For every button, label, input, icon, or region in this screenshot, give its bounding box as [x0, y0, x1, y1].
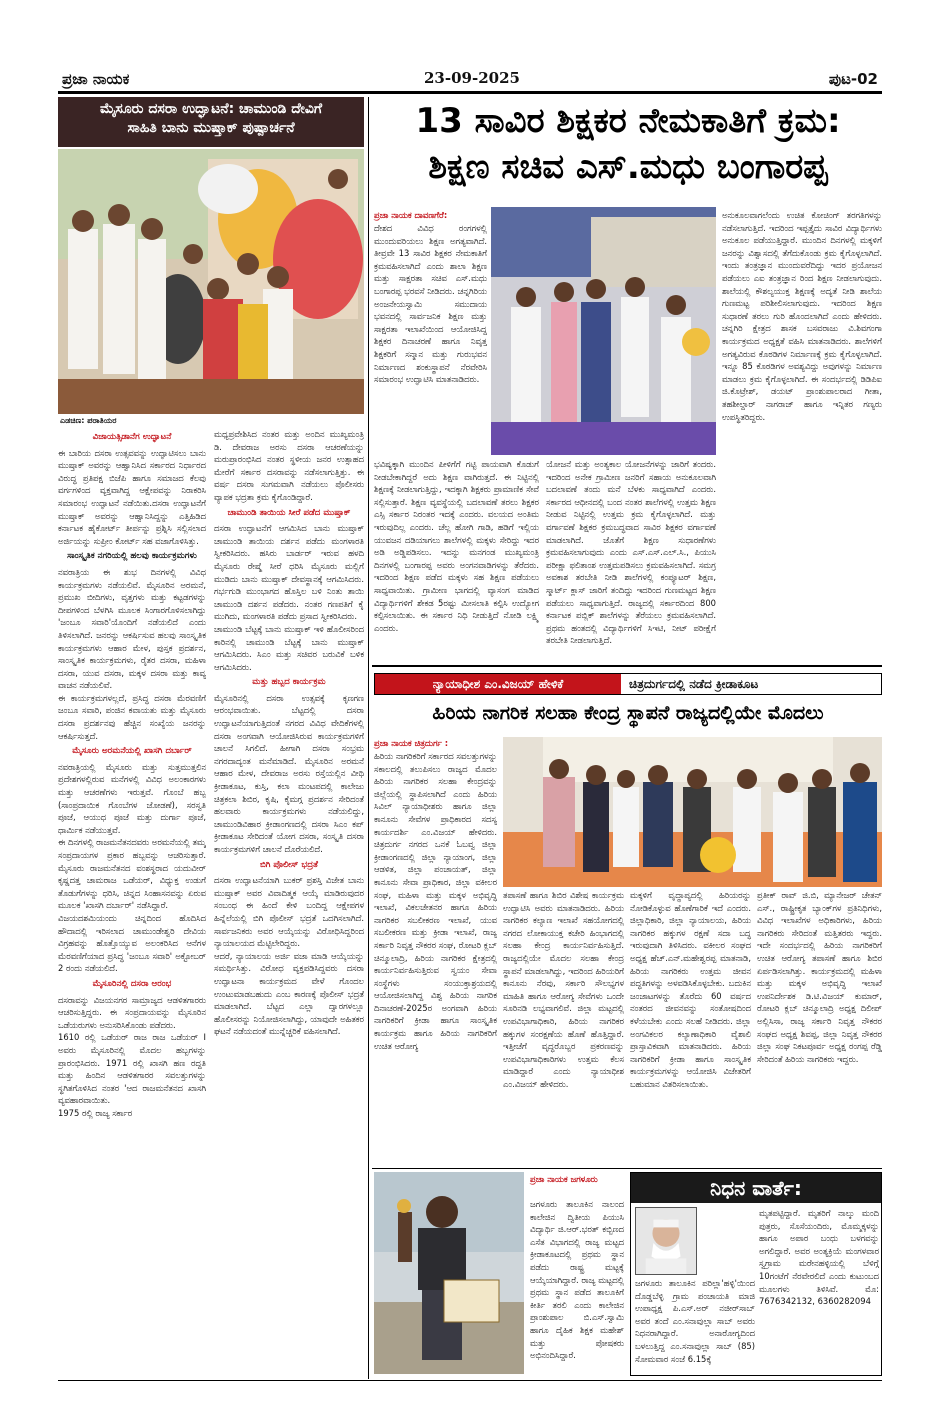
story1-para1: ಈ ಬಾರಿಯ ದಸರಾ ಉತ್ಸವವನ್ನು ಉದ್ಘಾಟಿಸಲು ಬಾನು ಮುಷ್ತಾಕ್ ಅವರನ್ನು ಆಹ್ವಾನಿಸಿದ ಸರ್ಕಾರದ ನಿರ್ಧಾರದ ವಿರುದ್ಧ ಪ್ರತಿಪಕ್ಷ ಬಿಜೆಪಿ ಹಾಗೂ ಸಮಾಜದ ಕೆಲವು ವರ್ಗಗಳಿಂದ ವ್ಯಕ್ತವಾಗಿದ್ದ ಆಕ್ಷೇಪವನ್ನು ನಿರಾಕರಿಸಿ ಸಮಾರಂಭ ಉದ್ಘಾಟನೆ ನಡೆಯಿತು.ದಸರಾ ಉದ್ಘಾಟನೆಗೆ ಮುಷ್ತಾಕ್ ಅವರನ್ನು ಆಹ್ವಾನಿಸಿದ್ದನ್ನು ಎತ್ತಿಹಿಡಿದ ಕರ್ನಾಟಕ ಹೈಕೋರ್ಟ್ ತೀರ್ಪನ್ನು ಪ್ರಶ್ನಿಸಿ ಸಲ್ಲಿಸಲಾದ ಅರ್ಜಿಯನ್ನು ಸುಪ್ರೀಂ ಕೋರ್ಟ್ ಸಹ ವಜಾಗೊಳಿಸಿತ್ತು.	[58, 447, 206, 546]
obituary-box	[630, 1172, 882, 1376]
obituary-col2: ಮೃತಪಟ್ಟಿದ್ದಾರೆ. ಮೃತರಿಗೆ ನಾಲ್ಕು ಮಂದಿ ಪುತ್ರರು, ಸೊಸೆಯಂದಿರು, ಮೊಮ್ಮಕ್ಕಳನ್ನು ಹಾಗೂ ಅಪಾರ ಬಂಧು ಬಳಗವನ್ನು ಅಗಲಿದ್ದಾರೆ. ಅವರ ಅಂತ್ಯಕ್ರಿಯೆ ಮಂಗಳವಾರ ಸ್ವಗ್ರಾಮ ಮರೇನಹಳ್ಳಿಯಲ್ಲಿ ಬೆಳಿಗ್ಗೆ 10ಗಂಟೆಗೆ ನೆರವೇರಲಿದೆ ಎಂದು ಕುಟುಂಬದ ಮೂಲಗಳು ತಿಳಿಸಿವೆ. ಮೊ: 7676342132, 6360282094	[759, 1208, 879, 1307]
masthead-rule	[58, 91, 882, 94]
story1-sub1: ವಿಜಾಯತ್ಸಿಡಾನೆಗ ಉದ್ಘಾಟನೆ	[92, 432, 172, 442]
story2-col3: ಅನುಕೂಲವಾಗಲೆಂದು ಉಚಿತ ಕೋಚಿಂಗ್ ತರಗತಿಗಳನ್ನು ನಡೆಸಲಾಗುತ್ತಿದೆ. ಇದರಿಂದ ಇಪ್ಪತ್ತೈದು ಸಾವಿರ ವಿದ್ಯಾರ್ಥಿಗಳು ಅನುಕೂಲ ಪಡೆಯುತ್ತಿದ್ದಾರೆ. ಮುಂದಿನ ದಿನಗಳಲ್ಲಿ ಮಕ್ಕಳಿಗೆ ಜನರನ್ನು ವಿಶ್ವಾಸದಲ್ಲಿ ತೆಗೆದುಕೊಂಡು ಕ್ರಮ ಕೈಗೊಳ್ಳಲಾಗಿದೆ. ಇಂದು ತಂತ್ರಜ್ಞಾನ ಮುಂದುವರೆದಿದ್ದು ಇದರ ಪ್ರಯೋಜನ ಪಡೆಯಲು ಎಐ ತಂತ್ರಜ್ಞಾನ ರಿಂದ ಶಿಕ್ಷಣ ನೀಡಲಾಗುವುದು. ಶಾಲೆಯಲ್ಲಿ ಕೌಶಲ್ಯಯುಕ್ತ ಶಿಕ್ಷಣಕ್ಕೆ ಅದ್ಯತೆ ನೀಡಿ ಶಾಲೆಯ ಗುಣಮಟ್ಟ ಪರಿಶೀಲಿಸಲಾಗುವುದು. ಇದರಿಂದ ಶಿಕ್ಷಣ ಸುಧಾರಣೆ ತರಲು ಗುರಿ ಹೊಂದಲಾಗಿದೆ ಎಂದು ಹೇಳಿದರು. ಚನ್ನಗಿರಿ ಕ್ಷೇತ್ರದ ಶಾಸಕ ಬಸವರಾಜು ವಿ.ಶಿವಗಂಗಾ ಕಾರ್ಯಕ್ರಮದ ಅಧ್ಯಕ್ಷತೆ ವಹಿಸಿ ಮಾತನಾಡಿದರು. ಶಾಲೆಗಳಿಗೆ ಅಗತ್ಯವಿರುವ ಕೊಠಡಿಗಳ ನಿರ್ಮಾಣಕ್ಕೆ ಕ್ರಮ ಕೈಗೊಳ್ಳಲಾಗಿದೆ. ಇನ್ನೂ 85 ಕೊಠಡಿಗಳ ಅವಶ್ಯವಿದ್ದು ಅವುಗಳನ್ನು ನಿರ್ಮಾಣ ಮಾಡಲು ಕ್ರಮ ಕೈಗೊಳ್ಳಲಾಗಿದೆ. ಈ ಸಂದರ್ಭದಲ್ಲಿ ಡಿಡಿಪಿಐ ಜಿ.ಕೊಟ್ರೇಶ್, ಡಯಟ್ ಪ್ರಾಂಶುಪಾಲರಾದ ಗೀತಾ, ತಹಶೀಲ್ದಾರ್ ನಾಗರಾಜ್ ಹಾಗೂ ಇನ್ನಿತರ ಗಣ್ಯರು ಉಪಸ್ಥಿತರಿದ್ದರು.	[722, 210, 882, 422]
story3-bottom-rule	[372, 1168, 882, 1169]
story1-col2-para4: ಮೈಸೂರಿನಲ್ಲಿ ದಸರಾ ಉತ್ಸವಕ್ಕೆ ಕೃಣಗಣ ಆರಂಭವಾಯಿತು. ಬೆಟ್ಟದಲ್ಲಿ ದಸರಾ ಉದ್ಘಾಟನೆಯಾಗುತ್ತಿದಂತೆ ನಗರದ ವಿವಿಧ ವೇದಿಕೆಗಳಲ್ಲಿ ದಸರಾ ಅಂಗವಾಗಿ ಆಯೋಜಿಸಿರುವ ಕಾರ್ಯಕ್ರಮಗಳಿಗೆ ಚಾಲನೆ ಸಿಗಲಿದೆ. ಹೀಗಾಗಿ ದಸರಾ ಸಂಭ್ರಮ ನಗರದಾದ್ಯಂತ ಮನೆಮಾಡಿದೆ. ಮೈಸೂರಿನ ಅರಮನೆ ಆಹಾರ ಮೇಳ, ದೇವರಾಜ ಅರಸು ರಸ್ತೆಯಲ್ಲಿನ ವೀಥಿ ಕ್ರೀಡಾಕೂಟ, ಕುಸ್ತಿ, ಕಲಾ ಮಂಟಪದಲ್ಲಿ ಕಾಲೇಜು ಚಿತ್ರಕಲಾ ಶಿಬಿರ, ಕೃಷಿ, ಕೈಮಗ್ಗ ಪ್ರದರ್ಶನ ಸೇರಿದಂತೆ ಹಲವಾರು ಕಾರ್ಯಕ್ರಮಗಳು ನಡೆಯಲಿದ್ದು, ಚಾಮುಂಡಿವಿಹಾರ ಕ್ರೀಡಾಂಗಣದಲ್ಲಿ ದಸರಾ ಸಿಎಂ ಕಪ್ ಕ್ರೀಡಾಕೂಟ ಸೇರಿದಂತೆ ಯೋಗ ದಸರಾ, ಸಂಸ್ಕೃತಿ ದಸರಾ ಕಾರ್ಯಕ್ರಮಗಳಿಗೆ ಚಾಲನೆ ದೊರೆಯಲಿದೆ.	[214, 692, 364, 854]
page-bottom-rule	[58, 1380, 882, 1381]
story1-para2: ಸಾಂಸ್ಕೃತಿಕ ನಗರಿಯಲ್ಲಿ ಹಲವು ಕಾರ್ಯಕ್ರಮಗಳು	[67, 551, 197, 562]
story2-photo	[491, 207, 716, 455]
story1-col2-sub3: ಬಿಗಿ ಪೊಲೀಸ್ ಭದ್ರತೆ	[259, 859, 319, 870]
story1-col2-para1: ಮಧ್ಯಪ್ರವೇಶಿಸಿದ ನಂತರ ಮತ್ತು ಅಂದಿನ ಮುಖ್ಯಮಂತ್ರಿ ಡಿ. ದೇವರಾಜ ಅರಸು ದಸರಾ ಆಚರಣೆಯನ್ನು ಮರುಪ್ರಾರಂಭಿಸಿದ ನಂತರ ಸ್ಥಳೀಯ ಜನರ ಉತ್ಸಾಹದ ಮೇರೆಗೆ ಸರ್ಕಾರ ದಸರಾವನ್ನು ನಡೆಸಲಾಗುತ್ತಿತ್ತು. ಈ ವರ್ಷ ದಸರಾ ಸುಗಮವಾಗಿ ನಡೆಯಲು ಪೊಲೀಸರು ವ್ಯಾಪಕ ಭದ್ರತಾ ಕ್ರಮ ಕೈಗೊಂಡಿದ್ದಾರೆ.	[214, 429, 364, 502]
story3-photo	[503, 737, 882, 887]
story2-bottom-rule	[372, 665, 882, 667]
story1-sub3: ಮೈಸೂರಿನಲ್ಲಿ ದಸರಾ ಆರಂಭ	[92, 978, 172, 989]
story4-dateline: ಪ್ರಜಾ ನಾಯಕ ಜಗಳೂರು	[530, 1174, 598, 1184]
story1-headline-line2: ಸಾಹಿತಿ ಬಾನು ಮುಷ್ತಾಕ್ ಪುಷ್ಪಾರ್ಚನೆ	[127, 120, 295, 136]
obituary-col1: ಜಗಳೂರು ತಾಲೂಕಿನ ಪರಿಲ್ಲಾ'ಹಳ್ಳಿ'ಯಿಂದ ದೊಡ್ಡಬೆಳ್ಳಿ ಗ್ರಾಮ ಪಂಚಾಯತಿ ಮಾಜಿ ಉಪಾಧ್ಯಕ್ಷ ಪಿ.ಎಸ್.ಅರ್ ನಜೀರ್‌ಸಾಬ್ ಅವರ ತಂದೆ ಎಂ.ಸನಾವುಲ್ಲಾ ಸಾಬ್ ಅವರು ನಿಧನರಾಗಿದ್ದಾರೆ. ಅನಾರೋಗ್ಯದಿಂದ ಬಳಲುತ್ತಿದ್ದ ಎಂ.ಸನಾವುಲ್ಲಾ ಸಾಬ್ (85) ಸೋಮವಾರ ಸಂಜೆ 6.15ಕ್ಕೆ	[635, 1278, 755, 1364]
story1-photo	[58, 149, 364, 414]
story3-col4: ಪ್ರತೀಕ್ ರಾವ್ ಜಿ.ಬಿ, ಮ್ಯಾನೇಜರ್ ಚೇತನ್ ಎಸ್., ರಾಷ್ಟ್ರೀಕೃತ ಬ್ಯಾಂಕ್‌ಗಳ ಪ್ರತಿನಿಧಿಗಳು, ವಿವಿಧ ಇಲಾಖೆಗಳ ಅಧಿಕಾರಿಗಳು, ಹಿರಿಯ ನಾಗರಿಕರು ಸೇರಿದಂತೆ ಮತ್ತಿತರರು ಇದ್ದರು. ಇದೇ ಸಂದರ್ಭದಲ್ಲಿ ಹಿರಿಯ ನಾಗರಿಕರಿಗೆ ಉಚಿತ ಆರೋಗ್ಯ ತಪಾಸಣೆ ಹಾಗೂ ಶಿಬಿರ ಏರ್ಪಡಿಸಲಾಗಿತ್ತು. ಕಾರ್ಯಕ್ರಮದಲ್ಲಿ ಮಹಿಳಾ ಮತ್ತು ಮಕ್ಕಳ ಅಭಿವೃದ್ಧಿ ಇಲಾಖೆ ಉಪನಿರ್ದೇಶಕ ಡಿ.ಟಿ.ವಿಜಯ್ ಕುಮಾರ್, ರೋಟರಿ ಕ್ಲಬ್ ಚಿನ್ಮೂಲಾದ್ರಿ ಅಧ್ಯಕ್ಷ ದಿಲೀಪ್ ಅಲ್ಲಿಸಿಸಾ, ರಾಜ್ಯ ಸರ್ಕಾರಿ ನಿವೃತ್ತ ನೌಕರರ ಸಂಘದ ಅಧ್ಯಕ್ಷ ಶಿವಪ್ಪ, ಜಿಲ್ಲಾ ನಿವೃತ್ತ ನೌಕರರ ಜಿಲ್ಲಾ ಸಂಘ ನಿಕಟಪೂರ್ವ ಅಧ್ಯಕ್ಷ ರಂಗಪ್ಪ ರೆಡ್ಡಿ ಸೇರಿದಂತೆ ಹಿರಿಯ ನಾಗರಿಕರು ಇದ್ದರು.	[757, 890, 882, 1064]
left-column-rule	[368, 97, 369, 1379]
story1-sub2: ಮೈಸೂರು ಅರಮನೆಯಲ್ಲಿ ಖಾಸಗಿ ದರ್ಬಾರ್	[72, 746, 192, 757]
issue-date: 23-09-2025	[424, 69, 520, 87]
story1-para4: ಈ ಕಾರ್ಯಕ್ರಮಗಳಲ್ಲದೆ, ಪ್ರಸಿದ್ಧ ದಸರಾ ಮೆರವಣಿಗೆ ಜಂಬೂ ಸವಾರಿ, ಪಂಜಿನ ಕವಾಯತು ಮತ್ತು ಮೈಸೂರು ದಸರಾ ಪ್ರದರ್ಶನವು ಹೆಚ್ಚಿನ ಸಂಖ್ಯೆಯ ಜನರನ್ನು ಆಕರ್ಷಿಸುತ್ತದೆ.	[58, 692, 206, 741]
story1-para5: ನವರಾತ್ರಿಯಲ್ಲಿ ಮೈಸೂರು ಮತ್ತು ಸುತ್ತಮುತ್ತಲಿನ ಪ್ರದೇಶಗಳಲ್ಲಿರುವ ಮನೆಗಳಲ್ಲಿ ವಿವಿಧ ಅಲಂಕಾರಗಳು ಮತ್ತು ಆಚರಣೆಗಳು ಇರುತ್ತವೆ. ಗೊಂಬೆ ಹಬ್ಬ (ಸಾಂಪ್ರದಾಯಿಕ ಗೊಂಬೆಗಳ ಜೋಡಣೆ), ಸರಸ್ವತಿ ಪೂಜೆ, ಆಯುಧ ಪೂಜೆ ಮತ್ತು ದುರ್ಗಾ ಪೂಜೆ, ಧಾರ್ಮಿಕ ನಡೆಯುತ್ತವೆ.	[58, 761, 206, 835]
story1-col2-para5: ದಸರಾ ಉದ್ಘಾಟನೆಯಾಗಿ ಬುಕರ್ ಪ್ರಶಸ್ತಿ ವಿಜೇತ ಬಾನು ಮುಷ್ತಾಕ್ ಅವರ ವಿವಾದಿತ್ಮಕ ಆಯ್ಕೆ ಮಾಡಿರುವುದರ ಸಂಬಂಧ ಈ ಹಿಂದೆ ಕೇಳಿ ಬಂದಿದ್ದ ಆಕ್ಷೇಪಗಳ ಹಿನ್ನೆಲೆಯಲ್ಲಿ ಬಿಗಿ ಪೊಲೀಸ್ ಭದ್ರತೆ ಒದಗಿಸಲಾಗಿದೆ. ಸಾರ್ವಜನಿಕರು ಅವರ ಆಯ್ಕೆಯನ್ನು ವಿರೋಧಿಸಿದ್ದರಿಂದ ನ್ಯಾಯಾಲಯದ ಮೆಟ್ಟಿಲೇರಿದ್ದರು.	[214, 875, 364, 949]
page-number: ಪುಟ-02	[828, 70, 878, 88]
masthead	[58, 66, 882, 90]
story2-col2: ಯೋಜನೆ ಮತ್ತು ಅಂತ್ಯಕಾಲ ಯೋಜನೆಗಳನ್ನು ಜಾರಿಗೆ ತಂದರು. ಇದರಿಂದ ಅನೇಕ ಗ್ರಾಮೀಣ ಜನರಿಗೆ ಸಹಾಯ ಅನುಕೂಲವಾಗಿ ಬದಲಾವಣೆ ತಂದು ಮನೆ ಬೆಳಕು ಸಾಧ್ಯವಾಗಿದೆ ಎಂದರು. ಸರ್ಕಾರದ ಆಧೀನದಲ್ಲಿ ಬಂದ ನಂತರ ಶಾಲೆಗಳಲ್ಲಿ ಉತ್ತಮ ಶಿಕ್ಷಣ ನೀಡುವ ನಿಟ್ಟಿನಲ್ಲಿ ಉತ್ತಮ ಕ್ರಮ ಕೈಗೊಳ್ಳಲಾಗಿದೆ. ಮತ್ತು ವರ್ಗಾವಣೆ ಶಿಕ್ಷಕರ ಕ್ರಮಬದ್ಧವಾದ ಸಾವಿರ ಶಿಕ್ಷಕರ ವರ್ಗಾವಣೆ ಮಾಡಲಾಗಿದೆ. ಜೊತೆಗೆ ಶಿಕ್ಷಣ ಸುಧಾರಣೆಗಳು ಕ್ರಮವಹಿಸಲಾಗುವುದು ಎಂದು ಎಸ್.ಎಸ್.ಎಲ್.ಸಿ., ಪಿಯುಸಿ ಪರೀಕ್ಷಾ ಫಲಿತಾಂಶ ಉತ್ತಮಪಡಿಸಲು ಕ್ರಮವಹಿಸಲಾಗಿದೆ. ಸಮಗ್ರ ಅವಕಾಶ ತರಬೇತಿ ನೀಡಿ ಶಾಲೆಗಳಲ್ಲಿ ಕಂಪ್ಯೂಟರ್ ಶಿಕ್ಷಣ, ಸ್ಮಾರ್ಟ್ ಕ್ಲಾಸ್ ಜಾರಿಗೆ ತಂದಿದ್ದು ಇದರಿಂದ ಗುಣಮಟ್ಟದ ಶಿಕ್ಷಣ ಪಡೆಯಲು ಸಾಧ್ಯವಾಗುತ್ತಿದೆ. ರಾಜ್ಯದಲ್ಲಿ ಸರ್ಕಾರದಿಂದ 800 ಕರ್ನಾಟಕ ಪಬ್ಲಿಕ್ ಶಾಲೆಗಳನ್ನು ತೆರೆಯಲು ಕ್ರಮವಹಿಸಲಾಗಿದೆ. ಪ್ರಥಮ ಹಂತದಲ್ಲಿ ವಿದ್ಯಾರ್ಥಿಗಳಿಗೆ ಸಿಇಟಿ, ನೀಟ್ ಪರೀಕ್ಷೆಗೆ ತರಬೇತಿ ನೀಡಲಾಗುತ್ತಿದೆ.	[546, 459, 716, 646]
story1-headline-box	[58, 97, 364, 147]
story1-col2-para6: ಆದರೆ, ನ್ಯಾಯಾಲಯ ಅರ್ಜಿ ವಜಾ ಮಾಡಿ ಆಯ್ಕೆಯನ್ನು ಸಮರ್ಥಿಸಿತ್ತು. ವಿರೋಧ ವ್ಯಕ್ತಪಡಿಸಿದ್ದವರು ದಸರಾ ಉದ್ಘಾಟನಾ ಕಾರ್ಯಕ್ರಮದ ವೇಳೆ ಗೊಂದಲ ಉಂಟುಮಾಡಬಹುದು ಎಂಬ ಕಾರಣಕ್ಕೆ ಪೊಲೀಸ್ ಭದ್ರತೆ ಮಾಡಲಾಗಿದೆ. ಬೆಟ್ಟದ ಎಲ್ಲಾ ದ್ವಾರಗಳಲ್ಲೂ ಹೊಲೀಸರನ್ನು ನಿಯೋಜಿಸಲಾಗಿದ್ದು, ಯಾವುದೇ ಅಹಿತಕರ ಘಟನೆ ನಡೆಯದಂತೆ ಮುನ್ನೆಚ್ಚರಿಕೆ ವಹಿಸಲಾಗಿದೆ.	[214, 950, 364, 1037]
story4-photo	[374, 1172, 524, 1374]
story1-para3: ನವರಾತ್ರಿಯ ಈ ಶುಭ ದಿನಗಳಲ್ಲಿ ವಿವಿಧ ಕಾರ್ಯಕ್ರಮಗಳು ನಡೆಯಲಿವೆ. ಮೈಸೂರಿನ ಅರಮನೆ, ಪ್ರಮುಖ ಬೀದಿಗಳು, ವೃತ್ತಗಳು ಮತ್ತು ಕಟ್ಟಡಗಳನ್ನು ದೀಪಗಳಿಂದ ಬೆಳಗಿಸಿ ಮೂಲಕ ಸಿಂಗಾರಗೊಳಿಸಲಾಗಿದ್ದು 'ಜಂಬೂ ಸವಾರಿ'ಯೊಂದಿಗೆ ನಡೆಯಲಿದೆ ಎಂದು ತಿಳಿಸಲಾಗಿದೆ. ಜನರನ್ನು ಆಕರ್ಷಿಸುವ ಹಲವು ಸಾಂಸ್ಕೃತಿಕ ಕಾರ್ಯಕ್ರಮಗಳು ಆಹಾರ ಮೇಳ, ಪುಸ್ತಕ ಪ್ರದರ್ಶನ, ಸಾಂಸ್ಕೃತಿಕ ಕಾರ್ಯಕ್ರಮಗಳು, ರೈತರ ದಸರಾ, ಮಹಿಳಾ ದಸರಾ, ಯುವ ದಸರಾ, ಮಕ್ಕಳ ದಸರಾ ಮತ್ತು ಕಾವ್ಯ ವಾಚನ ನಡೆಯಲಿವೆ.	[58, 566, 206, 691]
story1-col1	[58, 428, 206, 1376]
story1-para10: 1975 ರಲ್ಲಿ ರಾಜ್ಯ ಸರ್ಕಾರ	[58, 1107, 133, 1118]
story1-para8: ದಸರಾವನ್ನು ವಿಜಯನಗರ ಸಾಮ್ರಾಜ್ಯದ ಆಡಳಿತಗಾರರು ಆಚರಿಸುತ್ತಿದ್ದರು. ಈ ಸಂಪ್ರದಾಯವನ್ನು ಮೈಸೂರಿನ ಒಡೆಯರುಗಳು ಅನುಸರಿಸಿಕೊಂಡು ಪಡೆದರು.	[58, 994, 206, 1030]
story2-col1-bottom: ಭವಿಷ್ಯಕ್ಕಾಗಿ ಮುಂದಿನ ಪೀಳಿಗೆಗೆ ಗಟ್ಟಿ ಪಾಯವಾಗಿ ಕೊಡುಗೆ ನೀಡಬೇಕಾಗಿದ್ದರೆ ಅದು ಶಿಕ್ಷಣ ವಾಗಿರುತ್ತದೆ. ಈ ನಿಟ್ಟಿನಲ್ಲಿ ಶಿಕ್ಷಣಕ್ಕೆ ನೀಡಲಾಗುತ್ತಿದ್ದು, ಇದಕ್ಕಾಗಿ ಶಿಕ್ಷಕರು ಪ್ರಾಮಾಣಿಕ ಸೇವೆ ಸಲ್ಲಿಸುತ್ತಾರೆ. ಶಿಕ್ಷಣ ವ್ಯವಸ್ಥೆಯಲ್ಲಿ ಬದಲಾವಣೆ ತರಲು ಶಿಕ್ಷಕರ ಎಸ್ಸಿ ಸರ್ಕಾರ ನಿರಂತರ ಇದಕ್ಕೆ ಎಂದರು. ವಲಯದ ಅಂತಿಮ ಇರುವುದಿಲ್ಲ ಎಂದರು. ಚೆಲ್ಲ ಹೋಗಿ ಗಾಡಿ, ಹಡಿಗೆ ಇಲ್ಲಿಯ ಯುವಜನ ದಡಿಯಾಗಲು ಶಾಲೆಗಳಲ್ಲಿ ಮಕ್ಕಳು ಸೇರಿದ್ದು ಇದರ ಅಡಿ ಅಡ್ಡಿಪಡಿಸಲು. ಇದನ್ನು ಮನಗಂಡ ಮುಖ್ಯಮಂತ್ರಿ ದಿನಗಳಲ್ಲಿ ಬಂಗಾರಪ್ಪ ಅವರು ಅಂಗನವಾಡಿಗಳನ್ನು ತೆರೆದರು. ಇದರಿಂದ ಶಿಕ್ಷಣ ಪಡೆದ ಮಕ್ಕಳು ಸಹ ಶಿಕ್ಷಣ ಪಡೆಯಲು ಸಾಧ್ಯವಾಯಿತು. ಗ್ರಾಮೀಣ ಭಾಗದಲ್ಲಿ ವ್ಯಾಸಂಗ ಮಾಡಿದ ವಿದ್ಯಾರ್ಥಿಗಳಿಗೆ ಶೇಕಡ 5ರಷ್ಟು ಮೀಸಲಾತಿ ಕಲ್ಪಿಸಿ ಉದ್ಯೋಗ ಕಲ್ಪಿಸಲಾಯಿತು. ಈ ಸರ್ಕಾರ ನಿಧಿ ನೀಡುತ್ತಿದೆ ನೋಡಿ ಲಕ್ಷ್ಮಿ ಎಂದರು.	[374, 459, 539, 633]
story1-para6: ಈ ದಿನಗಳಲ್ಲಿ ರಾಜಮನೆತನದವರು ಅರಮನೆಯಲ್ಲಿ ತಮ್ಮ ಸಂಪ್ರದಾಯಗಳ ಪ್ರಕಾರ ಹಬ್ಬವನ್ನು ಆಚರಿಸುತ್ತಾರೆ. ಮೈಸೂರು ರಾಜಮನೆತನದ ವಂಶಸ್ಥರಾದ ಯದುವೀರ್ ಕೃಷ್ಣದತ್ತ ಚಾಮರಾಜ ಒಡೆಯರ್, ವಿಧ್ಯುಕ್ತ ಉಡುಗೆ ತೊಡುಗೆಗಳನ್ನು ಧರಿಸಿ, ಚಿನ್ನದ ಸಿಂಹಾಸನವನ್ನು ಏರುವ ಮೂಲಕ 'ಖಾಸಗಿ ದರ್ಬಾರ್' ನಡೆಸಿದ್ದಾರೆ.	[58, 837, 206, 911]
paper-name: ಪ್ರಜಾ ನಾಯಕ	[62, 70, 130, 88]
story2-headline-line1: 13 ಸಾವಿರ ಶಿಕ್ಷಕರ ನೇಮಕಾತಿಗೆ ಕ್ರಮ:	[415, 101, 841, 141]
story3-dateline: ಪ್ರಜಾ ನಾಯಕ ಚಿತ್ರದುರ್ಗ :	[374, 738, 449, 748]
story1-headline-line1: ಮೈಸೂರು ದಸರಾ ಉದ್ಘಾಟನೆ: ಚಾಮುಂಡಿ ದೇವಿಗೆ	[99, 101, 323, 117]
story3-col1: ಹಿರಿಯ ನಾಗರಿಕರಿಗೆ ಸರ್ಕಾರದ ಸವಲತ್ತುಗಳನ್ನು ಸಕಾಲದಲ್ಲಿ ತಲುಪಿಸಲು ರಾಜ್ಯದ ಮೊದಲ ಹಿರಿಯ ನಾಗರಿಕರ ಸಲಹಾ ಕೇಂದ್ರವನ್ನು ಜಿಲ್ಲೆಯಲ್ಲಿ ಸ್ಥಾಪಿಸಲಾಗಿದೆ ಎಂದು ಹಿರಿಯ ಸಿವಿಲ್ ನ್ಯಾಯಾಧೀಶರು ಹಾಗೂ ಜಿಲ್ಲಾ ಕಾನೂನು ಸೇವೆಗಳ ಪ್ರಾಧಿಕಾರದ ಸದಸ್ಯ ಕಾರ್ಯದರ್ಶಿ ಎಂ.ವಿಜಯ್ ಹೇಳಿದರು. ಚಿತ್ರದುರ್ಗ ನಗರದ ಒನಕೆ ಓಬವ್ವ ಜಿಲ್ಲಾ ಕ್ರೀಡಾಂಗಣದಲ್ಲಿ ಜಿಲ್ಲಾ ನ್ಯಾಯಾಂಗ, ಜಿಲ್ಲಾ ಆಡಳಿತ, ಜಿಲ್ಲಾ ಪಂಚಾಯತ್, ಜಿಲ್ಲಾ ಕಾನೂನು ಸೇವಾ ಪ್ರಾಧಿಕಾರ, ಜಿಲ್ಲಾ ವಕೀಲರ ಸಂಘ, ಮಹಿಳಾ ಮತ್ತು ಮಕ್ಕಳ ಅಭಿವೃದ್ಧಿ ಇಲಾಖೆ, ವಿಕಲಚೇತನರ ಹಾಗೂ ಹಿರಿಯ ನಾಗರಿಕರ ಸಬಲೀಕರಣ ಇಲಾಖೆ, ಯುವ ಸಬಲೀಕರಣ ಮತ್ತು ಕ್ರೀಡಾ ಇಲಾಖೆ, ರಾಜ್ಯ ಸರ್ಕಾರಿ ನಿವೃತ್ತ ನೌಕರರ ಸಂಘ, ರೋಟರಿ ಕ್ಲಬ್ ಚಿನ್ಮೂಲಾದ್ರಿ, ಹಿರಿಯ ನಾಗರಿಕರ ಕ್ಷೇತ್ರದಲ್ಲಿ ಕಾರ್ಯನಿರ್ವಹಿಸುತ್ತಿರುವ ಸ್ವಯಂ ಸೇವಾ ಸಂಸ್ಥೆಗಳು ಸಂಯುಕ್ತಾಶ್ರಯದಲ್ಲಿ ಆಯೋಜಿಸಲಾಗಿದ್ದ ವಿಶ್ವ ಹಿರಿಯ ನಾಗರಿಕ ದಿನಾಚರಣೆ-2025ರ ಅಂಗವಾಗಿ ಹಿರಿಯ ನಾಗರಿಕರಿಗೆ ಕ್ರೀಡಾ ಹಾಗೂ ಸಾಂಸ್ಕೃತಿಕ ಕಾರ್ಯಕ್ರಮ ಹಾಗೂ ಹಿರಿಯ ನಾಗರಿಕರಿಗೆ ಉಚಿತ ಆರೋಗ್ಯ	[374, 751, 497, 1051]
story1-para7: ವಿಜಯದಶಮಿಯಂದು ಚಿನ್ನದಿಂದ ಹೊದಿಸಿದ ಹೌದಾದಲ್ಲಿ ಇರಿಸಲಾದ ಚಾಮುಂಡೇಶ್ವರಿ ದೇವಿಯ ವಿಗ್ರಹವನ್ನು ಹೊತ್ತೊಯ್ಯುವ ಅಲಂಕರಿಸಿದ ಆನೆಗಳ ಮೆರವಣಿಗೆಯಾದ ಪ್ರಸಿದ್ಧ 'ಜಂಬೂ ಸವಾರಿ' ಅಕ್ಟೋಬರ್ 2 ರಂದು ನಡೆಯಲಿದೆ.	[58, 912, 206, 974]
story1-col2-sub2: ಮತ್ತು ಹಬ್ಬದ ಕಾರ್ಯಕ್ರಮ	[252, 677, 326, 688]
story1-photo-credit: ಎಡಚಿಣ: ಪರಾತಿಯರ	[60, 416, 117, 425]
story3-col3: ಮಕ್ಕಳಿಗೆ ವೃದ್ಧಾಪ್ಯದಲ್ಲಿ ಹಿರಿಯರನ್ನು ನೋಡಿಕೊಳ್ಳುವ ಹೊಣೆಗಾರಿಕೆ ಇದೆ ಎಂದರು. ಜಿಲ್ಲಾಧಿಕಾರಿ, ಜಿಲ್ಲಾ ನ್ಯಾಯಾಲಯ, ಹಿರಿಯ ನಾಗರಿಕರ ಹಕ್ಕುಗಳ ರಕ್ಷಣೆ ಸದಾ ಬದ್ಧ ಇರುವುದಾಗಿ ತಿಳಿಸಿದರು. ವಕೀಲರ ಸಂಘದ ಅಧ್ಯಕ್ಷ ಹೆಚ್.ಎನ್.ಮಹೇಶ್ವರಪ್ಪ ಮಾತನಾಡಿ, ಹಿರಿಯ ನಾಗರಿಕರು ಉತ್ತಮ ಜೀವನ ಪದ್ಧತಿಗಳನ್ನು ಅಳವಡಿಸಿಕೊಳ್ಳಬೇಕು. ಬದುಕಿನ ಜಂಜಾಟಗಳನ್ನು ತೊರೆದು 60 ವರ್ಷದ ನಂತರದ ಜೀವನವನ್ನು ಸಂತೋಷದಿಂದ ಕಳೆಯಬೇಕು ಎಂದು ಸಲಹೆ ನೀಡಿದರು. ಜಿಲ್ಲಾ ಅಂಗವಿಕಲರ ಕಲ್ಯಾಣಾಧಿಕಾರಿ ವೈಶಾಲಿ ಪ್ರಾಸ್ತಾವಿಕವಾಗಿ ಮಾತನಾಡಿದರು. ಹಿರಿಯ ನಾಗರಿಕರಿಗೆ ಕ್ರೀಡಾ ಹಾಗೂ ಸಾಂಸ್ಕೃತಿಕ ಕಾರ್ಯಕ್ರಮಗಳನ್ನು ಆಯೋಜಿಸಿ ವಿಜೇತರಿಗೆ ಬಹುಮಾನ ವಿತರಿಸಲಾಯಿತು.	[630, 890, 751, 1089]
story3-kicker	[374, 673, 882, 695]
story2-dateline: ಪ್ರಜಾ ನಾಯಕ ದಾವಣಗೆರೆ:	[374, 210, 448, 220]
story3-col2: ತಪಾಸಣೆ ಹಾಗೂ ಶಿಬಿರ ವಿಶೇಷ ಕಾರ್ಯಕ್ರಮ ಉದ್ಘಾಟಿಸಿ ಅವರು ಮಾತನಾಡಿದರು. ಹಿರಿಯ ನಾಗರಿಕರ ಕಲ್ಯಾಣ ಇಲಾಖೆ ಸಹಯೋಗದಲ್ಲಿ ನಗರದ ಲೋಕಾಯುಕ್ತ ಕಚೇರಿ ಹಿಂಭಾಗದಲ್ಲಿ ಸಲಹಾ ಕೇಂದ್ರ ಕಾರ್ಯನಿರ್ವಹಿಸುತ್ತಿದೆ. ರಾಜ್ಯದಲ್ಲಿಯೇ ಮೊದಲ ಸಲಹಾ ಕೇಂದ್ರ ಸ್ಥಾಪನೆ ಮಾಡಲಾಗಿದ್ದು, ಇದರಿಂದ ಹಿರಿಯರಿಗೆ ಕಾನೂನು ನೆರವು, ಸರ್ಕಾರಿ ಸೌಲಭ್ಯಗಳ ಮಾಹಿತಿ ಹಾಗೂ ಆರೋಗ್ಯ ಸೇವೆಗಳು ಒಂದೇ ಸೂರಿನಡಿ ಲಭ್ಯವಾಗಲಿವೆ. ಜಿಲ್ಲಾ ಮಟ್ಟದಲ್ಲಿ ಉಪವಿಭಾಗಾಧಿಕಾರಿ, ಹಿರಿಯ ನಾಗರಿಕರ ಹಕ್ಕುಗಳ ಸಂರಕ್ಷಣೆಯ ಹೊಣೆ ಹೊತ್ತಿದ್ದಾರೆ. ಇತ್ತೀಚೆಗೆ ವೃದ್ಧರೊಬ್ಬರ ಪ್ರಕರಣವನ್ನು ಉಪವಿಭಾಗಾಧಿಕಾರಿಗಳು ಉತ್ತಮ ಕೆಲಸ ಮಾಡಿದ್ದಾರೆ ಎಂದು ನ್ಯಾಯಾಧೀಶ ಎಂ.ವಿಜಯ್ ಹೇಳಿದರು.	[503, 890, 624, 1089]
story4-text: ಜಗಳೂರು ತಾಲೂಕಿನ ನಾಲಂದ ಕಾಲೇಜಿನ ದ್ವಿತೀಯ ಪಿಯುಸಿ ವಿದ್ಯಾರ್ಥಿ ಜಿ.ಆರ್.ಭರತ್ ಕಬ್ಬಿಣದ ಎಸೆತ ವಿಭಾಗದಲ್ಲಿ ರಾಜ್ಯ ಮಟ್ಟದ ಕ್ರೀಡಾಕೂಟದಲ್ಲಿ ಪ್ರಥಮ ಸ್ಥಾನ ಪಡೆದು ರಾಷ್ಟ್ರ ಮಟ್ಟಕ್ಕೆ ಆಯ್ಕೆಯಾಗಿದ್ದಾರೆ. ರಾಜ್ಯ ಮಟ್ಟದಲ್ಲಿ ಪ್ರಥಮ ಸ್ಥಾನ ಪಡೆದ ತಾಲೂಕಿಗೆ ಕೀರ್ತಿ ತರಲಿ ಎಂದು ಕಾಲೇಜಿನ ಪ್ರಾಂಶುಪಾಲ ಬಿ.ಎಸ್.ಸ್ವಾಮಿ ಹಾಗೂ ದೈಹಿಕ ಶಿಕ್ಷಕ ಮಹೇಶ್ ಮತ್ತು ಪೋಷಕರು ಅಭಿನಂದಿಸಿದ್ದಾರೆ.	[530, 1199, 624, 1361]
story2-headline	[374, 98, 882, 190]
story3-kicker-right: ಚಿತ್ರದುರ್ಗದಲ್ಲಿ ನಡೆದ ಕ್ರೀಡಾಕೂಟ	[629, 677, 759, 691]
story3-kicker-left: ನ್ಯಾಯಾಧೀಶ ಎಂ.ವಿಜಯ್ ಹೇಳಿಕೆ	[375, 674, 621, 694]
story1-col2-para2: ದಸರಾ ಉದ್ಘಾಟನೆಗೆ ಆಗಮಿಸಿದ ಬಾನು ಮುಷ್ತಾಕ್ ಚಾಮುಂಡಿ ತಾಯಿಯ ದರ್ಶನ ಪಡೆದು ಮಂಗಳಾರತಿ ಸ್ವೀಕರಿಸಿದರು. ಹಸಿರು ಬಾರ್ಡರ್ ಇರುವ ಹಳದಿ ಮೈಸೂರು ರೇಷ್ಮೆ ಸೀರೆ ಧರಿಸಿ ಮೈಸೂರು ಮಲ್ಲಿಗೆ ಮುಡಿದು ಬಾನು ಮುಷ್ತಾಕ್ ದೇವಸ್ಥಾನಕ್ಕೆ ಆಗಮಿಸಿದರು. ಗರ್ಭಗುಡಿ ಮುಂಭಾಗದ ಹೊಸ್ತಿಲ ಬಳಿ ನಿಂತು ತಾಯಿ ಚಾಮುಂಡಿ ದರ್ಶನ ಪಡೆದರು. ನಂತರ ಗಣಪತಿಗೆ ಕೈ ಮುಗಿದು, ಮಂಗಳಾರತಿ ಪಡೆದು ಪ್ರಸಾದ ಸ್ವೀಕರಿಸಿದರು.	[214, 523, 364, 622]
story1-col2	[214, 428, 364, 1376]
story1-para9: 1610 ರಲ್ಲಿ ಒಡೆಯರ್ ರಾಜ ರಾಜ ಒಡೆಯರ್ I ಅವರು ಮೈಸೂರಿನಲ್ಲಿ ಮೊದಲ ಹಬ್ಬಗಳನ್ನು ಪ್ರಾರಂಭಿಸಿದರು. 1971 ರಲ್ಲಿ ಖಾಸಗಿ ಹಣ ರದ್ದತಿ ಮತ್ತು ಹಿಂದಿನ ಆಡಳಿತಗಾರರ ಸವಲತ್ತುಗಳನ್ನು ಸ್ಥಗಿತಗೊಳಿಸಿದ ನಂತರ 'ಆದ ರಾಜಮನೆತನದ ಖಾಸಗಿ ವ್ಯವಹಾರವಾಯಿತು.	[58, 1032, 206, 1106]
story2-col1-top: ದೇಶದ ವಿವಿಧ ರಂಗಗಳಲ್ಲಿ ಮುಂದುವರಿಯಲು ಶಿಕ್ಷಣ ಅಗತ್ಯವಾಗಿದೆ. ತೀವ್ರವೇ 13 ಸಾವಿರ ಶಿಕ್ಷಕರ ನೇಮಕಾತಿಗೆ ಕ್ರಮವಹಿಸಲಾಗಿದೆ ಎಂದು ಶಾಲಾ ಶಿಕ್ಷಣ ಮತ್ತು ಸಾಕ್ಷರತಾ ಸಚಿವ ಎಸ್.ಮಧು ಬಂಗಾರಪ್ಪ ಭರವಸೆ ನೀಡಿದರು. ಚನ್ನಗಿರಿಯ ಅಂಜನೇಯಸ್ವಾಮಿ ಸಮುದಾಯ ಭವನದಲ್ಲಿ ಸಾರ್ವಜನಿಕ ಶಿಕ್ಷಣ ಮತ್ತು ಸಾಕ್ಷರತಾ ಇಲಾಖೆಯಿಂದ ಆಯೋಜಿಸಿದ್ದ ಶಿಕ್ಷಕರ ದಿನಾಚರಣೆ ಹಾಗೂ ನಿವೃತ್ತ ಶಿಕ್ಷಕರಿಗೆ ಸನ್ಮಾನ ಮತ್ತು ಗುರುಭವನ ನಿರ್ಮಾಣದ ಶಂಕುಸ್ಥಾಪನೆ ನೆರವೇರಿಸಿ ಸಮಾರಂಭ ಉದ್ಘಾಟಿಸಿ ಮಾತನಾಡಿದರು.	[374, 223, 487, 385]
story1-col2-para3: ಚಾಮುಂಡಿ ಬೆಟ್ಟಕ್ಕೆ ಬಾನು ಮುಷ್ತಾಕ್ ಇಳಿ ಹೊಲೀಸರಿಂದ ಕಾರಿನಲ್ಲಿ ಚಾಮುಂಡಿ ಬೆಟ್ಟಕ್ಕೆ ಬಾನು ಮುಷ್ತಾಕ್ ಆಗಮಿಸಿದರು. ಸಿಎಂ ಮತ್ತು ಸಚಿವರ ಬರುವಿಕೆ ಬಳಿಕ ಆಗಮಿಸಿದರು.	[214, 623, 364, 672]
obituary-heading: ನಿಧನ ವಾರ್ತೆ:	[631, 1173, 881, 1203]
story2-headline-line2: ಶಿಕ್ಷಣ ಸಚಿವ ಎಸ್.ಮಧು ಬಂಗಾರಪ್ಪ	[428, 147, 828, 187]
obituary-portrait	[635, 1207, 697, 1275]
story1-col2-sub1: ಚಾಮುಂಡಿ ತಾಯಿಯ ಸೀರೆ ಪಡೆದ ಮುಷ್ತಾಕ್	[227, 507, 351, 518]
obituary-col1-top	[701, 1207, 755, 1275]
story3-headline: ಹಿರಿಯ ನಾಗರಿಕ ಸಲಹಾ ಕೇಂದ್ರ ಸ್ಥಾಪನೆ ರಾಜ್ಯದಲ್ಲಿಯೇ ಮೊದಲು	[432, 702, 824, 724]
